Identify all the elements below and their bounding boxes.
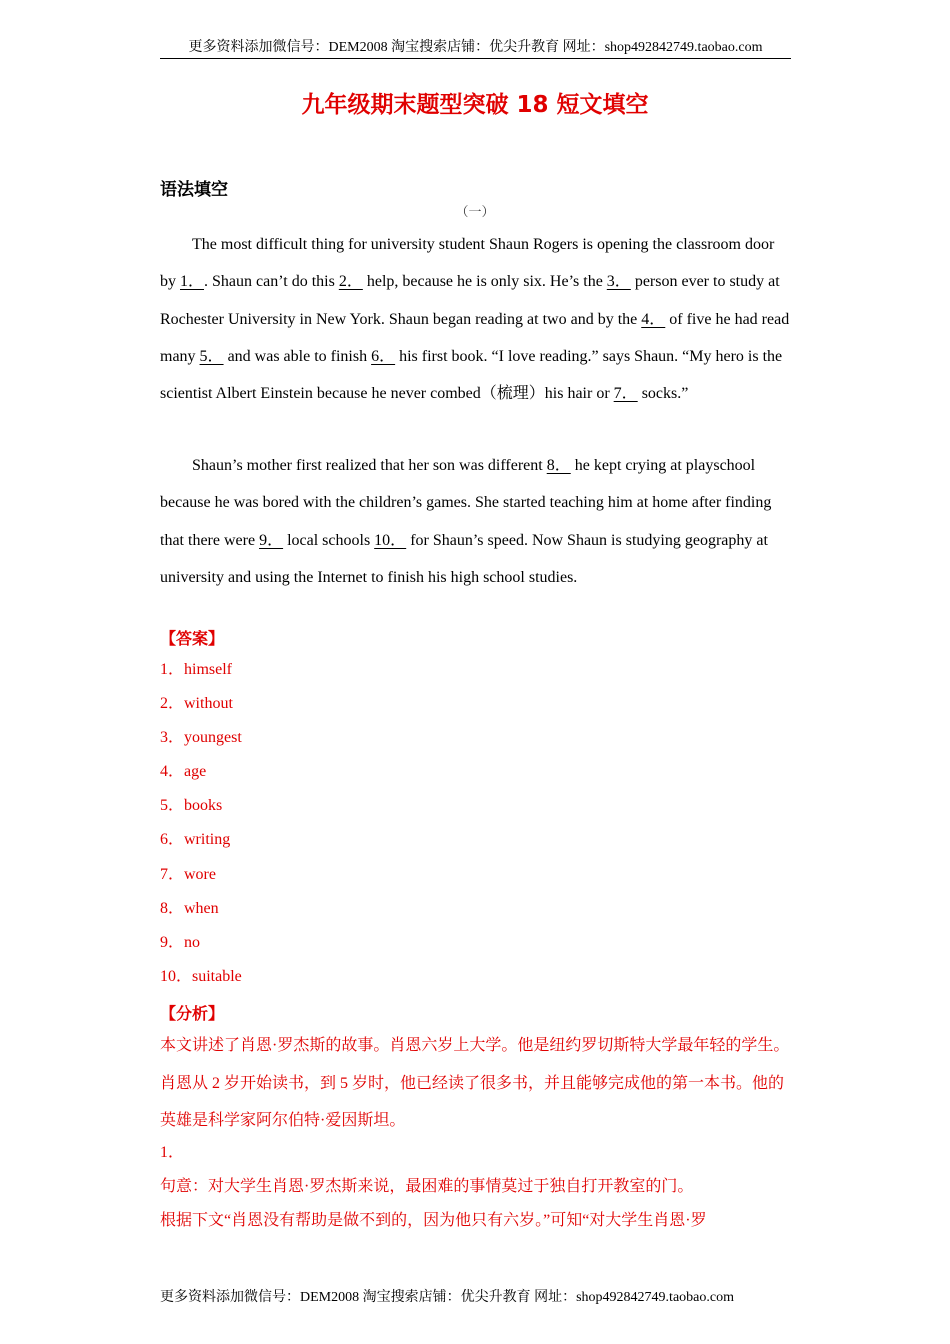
passage-text: for Shaun’s speed. Now Shaun is studying geography at university and using the Internet to finish his high school studies. [160, 531, 768, 586]
passage-number: （一） [455, 204, 495, 219]
passage-text: and was able to finish [223, 347, 372, 365]
question-1-number: 1． [160, 1144, 185, 1161]
blank-3: 3． [606, 273, 631, 291]
answer-item: 5．books [160, 797, 223, 815]
passage-text: of five he had read many [160, 310, 790, 365]
question-1-meaning: 句意：对大学生肖恩·罗杰斯来说，最困难的事情莫过于独自打开教室的门。 [160, 1178, 694, 1195]
blank-5: 5． [199, 347, 224, 365]
blank-10: 10． [374, 531, 407, 549]
passage-text: local schools [283, 531, 375, 549]
answer-item: 8．when [160, 899, 219, 917]
passage-text: The most difficult thing for university student Shaun Rogers is opening the classroom door by [160, 236, 775, 291]
answer-item: 2．without [160, 695, 233, 713]
passage-text: Shaun’s mother first realized that her son was different [192, 457, 547, 474]
passage-paragraph-1 [160, 226, 792, 412]
analysis-label: 【分析】 [160, 1006, 225, 1023]
passage-text: . Shaun can’t do this [204, 273, 339, 291]
answer-item: 4．age [160, 763, 207, 781]
section-heading: 语法填空 [160, 180, 228, 200]
answers-label: 【答案】 [160, 631, 225, 648]
passage-text: help, because he is only six. He’s the [362, 273, 607, 291]
blank-6: 6． [371, 347, 396, 365]
page-header: 更多资料添加微信号：DEM2008 淘宝搜索店铺：优尖升教育 网址：shop492842749.taobao.com [160, 38, 791, 59]
page-footer: 更多资料添加微信号：DEM2008 淘宝搜索店铺：优尖升教育 网址：shop492842749.taobao.com [160, 1290, 734, 1305]
passage-text: person ever to study at Rochester University in New York. Shaun began reading at two and by the [160, 273, 780, 328]
answer-list [160, 653, 242, 994]
blank-4: 4． [641, 310, 666, 328]
blank-9: 9． [259, 531, 284, 549]
answer-item: 9．no [160, 933, 201, 951]
page-title: 九年级期末题型突破 18 短文填空 [301, 92, 649, 118]
answer-item: 3．youngest [160, 729, 242, 747]
passage-text: he kept crying at playschool because he was bored with the children’s games. She started teaching him at home after finding that there were [160, 457, 772, 549]
answer-item: 6．writing [160, 831, 231, 849]
passage-text: his first book. “I love reading.” says Shaun. “My hero is the scientist Albert Einstein because he never combed（梳理）his hair or [160, 347, 783, 403]
blank-7: 7． [613, 385, 638, 403]
analysis-text: 本文讲述了肖恩·罗杰斯的故事。肖恩六岁上大学。他是纽约罗切斯特大学最年轻的学生。肖恩从 2 岁开始读书，到 5 岁时，他已经读了很多书，并且能够完成他的第一本书。他的英雄是科学家阿尔伯特·爱因斯坦。 [160, 1037, 790, 1129]
answer-item: 1．himself [160, 661, 232, 678]
answer-item: 7．wore [160, 865, 216, 883]
passage-paragraph-2 [160, 447, 792, 596]
question-1-reasoning: 根据下文“肖恩没有帮助是做不到的，因为他只有六岁。”可知“对大学生肖恩·罗 [160, 1212, 707, 1229]
answer-item: 10．suitable [160, 967, 242, 985]
blank-8: 8． [546, 457, 571, 474]
passage-text: socks.” [637, 385, 689, 403]
blank-1: 1． [180, 273, 205, 291]
blank-2: 2． [338, 273, 363, 291]
